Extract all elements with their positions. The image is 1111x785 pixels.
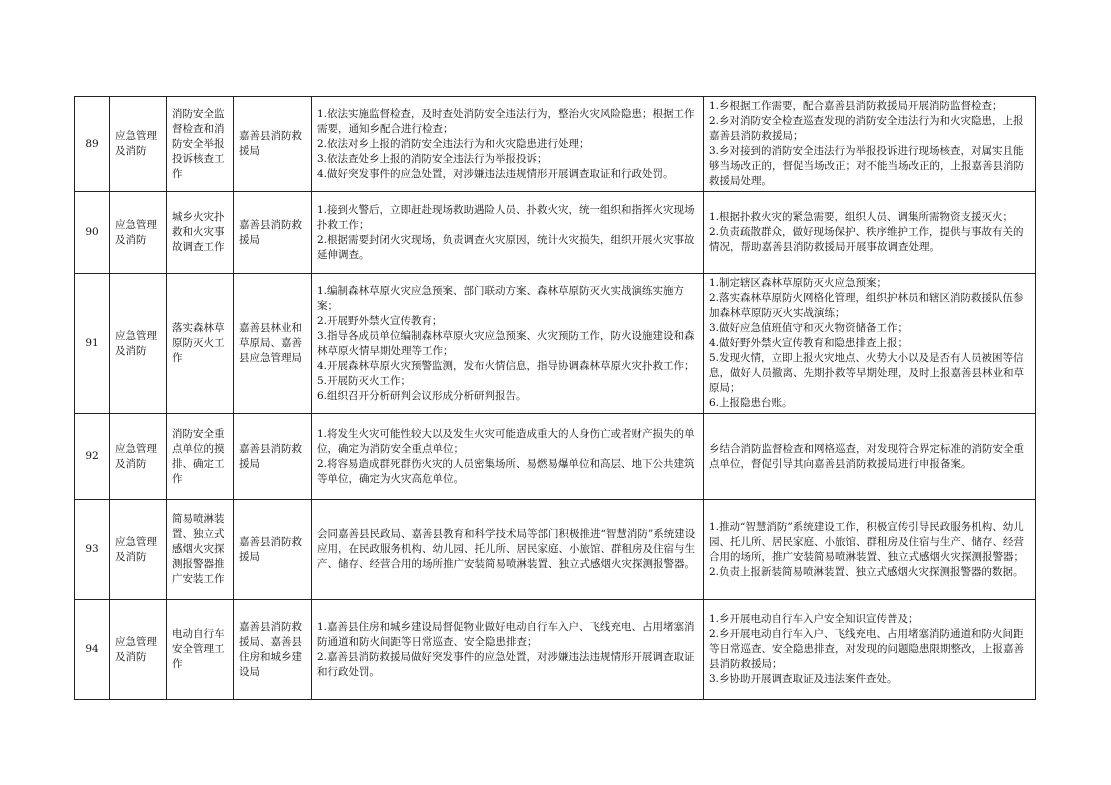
item-cell: 电动自行车安全管理工作: [167, 600, 234, 700]
table-row: [75, 274, 1036, 414]
county-duty-line: 5.开展防灭火工作；: [317, 374, 412, 387]
dept-cell: 嘉善县林业和草原局、嘉善县应急管理局: [234, 274, 312, 414]
county-duty-cell: [312, 97, 704, 192]
category-cell: 应急管理及消防: [110, 600, 167, 700]
dept-cell: 嘉善县消防救援局: [234, 192, 312, 274]
town-duty-line: 3.乡协助开展调查取证及违法案件查处。: [709, 673, 898, 685]
town-duty-line: 2.乡开展电动自行车入户、飞线充电、占用堵塞消防通道和防火间距等日常巡查、安全隐患排查，对发现的问题隐患限期整改，上报嘉善县消防救援局；: [709, 628, 1024, 670]
county-duty-line: 会同嘉善县民政局、嘉善县教育和科学技术局等部门积极推进“智慧消防”系统建设应用，在民政服务机构、幼儿园、托儿所、居民家庭、小旅馆、群租房及住宿与生产、储存、经营合用的场所推广安装简易喷淋装置、独立式感烟火灾探测报警器。: [317, 528, 696, 570]
dept-cell: 嘉善县消防救援局、嘉善县住房和城乡建设局: [234, 600, 312, 700]
town-duty-cell: [704, 274, 1036, 414]
town-duty-line: 2.负责上报新装简易喷淋装置、独立式感烟火灾探测报警器的数据。: [709, 565, 1024, 578]
town-duty-line: 2.乡对消防安全检查巡查发现的消防安全违法行为和火灾隐患，上报嘉善县消防救援局；: [709, 115, 1024, 142]
county-duty-line: 6.组织召开分析研判会议形成分析研判报告。: [317, 389, 527, 402]
county-duty-line: 4.做好突发事件的应急处置，对涉嫌违法违规情形开展调查取证和行政处罚。: [317, 167, 674, 180]
row-number: 92: [75, 414, 110, 500]
item-cell: 落实森林草原防灭火工作: [167, 274, 234, 414]
town-duty-line: 1.乡开展电动自行车入户安全知识宣传普及；: [709, 613, 919, 625]
county-duty-line: 1.嘉善县住房和城乡建设局督促物业做好电动自行车入户、飞线充电、占用堵塞消防通道和防火间距等日常巡查、安全隐患排查；: [317, 620, 695, 648]
category-cell: 应急管理及消防: [110, 97, 167, 192]
town-duty-line: 乡结合消防监督检查和网格巡查，对发现符合界定标准的消防安全重点单位，督促引导其向嘉善县消防救援局进行申报备案。: [709, 442, 1024, 470]
item-cell: 消防安全重点单位的摸排、确定工作: [167, 414, 234, 500]
county-duty-cell: [312, 414, 704, 500]
county-duty-line: 1.依法实施监督检查，及时查处消防安全违法行为，整治火灾风险隐患；根据工作需要，通知乡配合进行检查；: [317, 107, 695, 135]
county-duty-cell: [312, 274, 704, 414]
town-duty-line: 4.做好野外禁火宣传教育和隐患排查上报；: [709, 337, 909, 349]
table-row: [75, 192, 1036, 274]
county-duty-line: 1.将发生火灾可能性较大以及发生火灾可能造成重大的人身伤亡或者财产损失的单位，确定为消防安全重点单位；: [317, 427, 695, 455]
county-duty-line: 4.开展森林草原火灾预警监测，发布火情信息，指导协调森林草原火灾扑救工作；: [317, 359, 695, 372]
dept-cell: 嘉善县消防救援局: [234, 414, 312, 500]
row-number: 94: [75, 600, 110, 700]
town-duty-line: 3.做好应急值班值守和灭火物资储备工作；: [709, 322, 909, 334]
county-duty-line: 2.开展野外禁火宣传教育；: [317, 314, 443, 327]
town-duty-cell: [704, 192, 1036, 274]
row-number: 91: [75, 274, 110, 414]
town-duty-line: 1.制定辖区森林草原防灭火应急预案；: [709, 277, 888, 289]
town-duty-line: 2.落实森林草原防火网格化管理，组织护林员和辖区消防救援队伍参加森林草原防灭火实战演练；: [709, 292, 1024, 319]
table-row: [75, 500, 1036, 600]
county-duty-cell: [312, 600, 704, 700]
town-duty-line: 1.根据扑救火灾的紧急需要，组织人员、调集所需物资支援灭火；: [709, 211, 1014, 223]
row-number: 90: [75, 192, 110, 274]
county-duty-cell: [312, 192, 704, 274]
row-number: 93: [75, 500, 110, 600]
town-duty-cell: [704, 414, 1036, 500]
table-row: [75, 97, 1036, 192]
table-row: [75, 414, 1036, 500]
county-duty-line: 2.依法对乡上报的消防安全违法行为和火灾隐患进行处理；: [317, 137, 590, 150]
town-duty-cell: [704, 600, 1036, 700]
county-duty-line: 1.接到火警后，立即赶赴现场救助遇险人员、扑救火灾，统一组织和指挥火灾现场扑救工作；: [317, 203, 695, 231]
category-cell: 应急管理及消防: [110, 192, 167, 274]
town-duty-line: 2.负责疏散群众，做好现场保护、秩序维护工作，提供与事故有关的情况，帮助嘉善县消防救援局开展事故调查处理。: [709, 226, 1024, 253]
category-cell: 应急管理及消防: [110, 414, 167, 500]
item-cell: 城乡火灾扑救和火灾事故调查工作: [167, 192, 234, 274]
town-duty-line: 5.发现火情，立即上报火灾地点、火势大小以及是否有人员被困等信息，做好人员撤离、先期扑救等早期处理，及时上报嘉善县林业和草原局；: [709, 352, 1024, 394]
item-cell: 消防安全监督检查和消防安全举报投诉核查工作: [167, 97, 234, 192]
table-row: [75, 600, 1036, 700]
town-duty-line: 1.乡根据工作需要，配合嘉善县消防救援局开展消防监督检查；: [709, 100, 1003, 112]
row-number: 89: [75, 97, 110, 192]
county-duty-line: 3.依法查处乡上报的消防安全违法行为举报投诉；: [317, 152, 548, 165]
county-duty-line: 1.编制森林草原火灾应急预案、部门联动方案、森林草原防灭火实战演练实施方案；: [317, 284, 685, 312]
category-cell: 应急管理及消防: [110, 274, 167, 414]
category-cell: 应急管理及消防: [110, 500, 167, 600]
county-duty-line: 2.将容易造成群死群伤火灾的人员密集场所、易燃易爆单位和高层、地下公共建筑等单位，确定为火灾高危单位。: [317, 457, 695, 485]
town-duty-line: 6.上报隐患台账。: [709, 397, 793, 409]
town-duty-line: 1.推动“智慧消防”系统建设工作，积极宣传引导民政服务机构、幼儿园、托儿所、居民家庭、小旅馆、群租房及住宿与生产、储存、经营合用的场所，推广安装简易喷淋装置、独立式感烟火灾探测报警器；: [709, 520, 1024, 563]
county-duty-line: 2.嘉善县消防救援局做好突发事件的应急处置，对涉嫌违法违规情形开展调查取证和行政处罚。: [317, 650, 695, 678]
town-duty-cell: [704, 500, 1036, 600]
county-duty-line: 3.指导各成员单位编制森林草原火灾应急预案、火灾预防工作，防火设施建设和森林草原火情早期处理等工作；: [317, 329, 695, 357]
town-duty-line: 3.乡对接到的消防安全违法行为举报投诉进行现场核查，对属实且能够当场改正的，督促当场改正；对不能当场改正的，上报嘉善县消防救援局处理。: [709, 145, 1024, 187]
county-duty-line: 2.根据需要封闭火灾现场，负责调查火灾原因，统计火灾损失，组织开展火灾事故延伸调查。: [317, 233, 695, 261]
town-duty-cell: [704, 97, 1036, 192]
dept-cell: 嘉善县消防救援局: [234, 500, 312, 600]
item-cell: 简易喷淋装置、独立式感烟火灾探测报警器推广安装工作: [167, 500, 234, 600]
dept-cell: 嘉善县消防救援局: [234, 97, 312, 192]
duty-table: [74, 96, 1036, 700]
county-duty-cell: [312, 500, 704, 600]
